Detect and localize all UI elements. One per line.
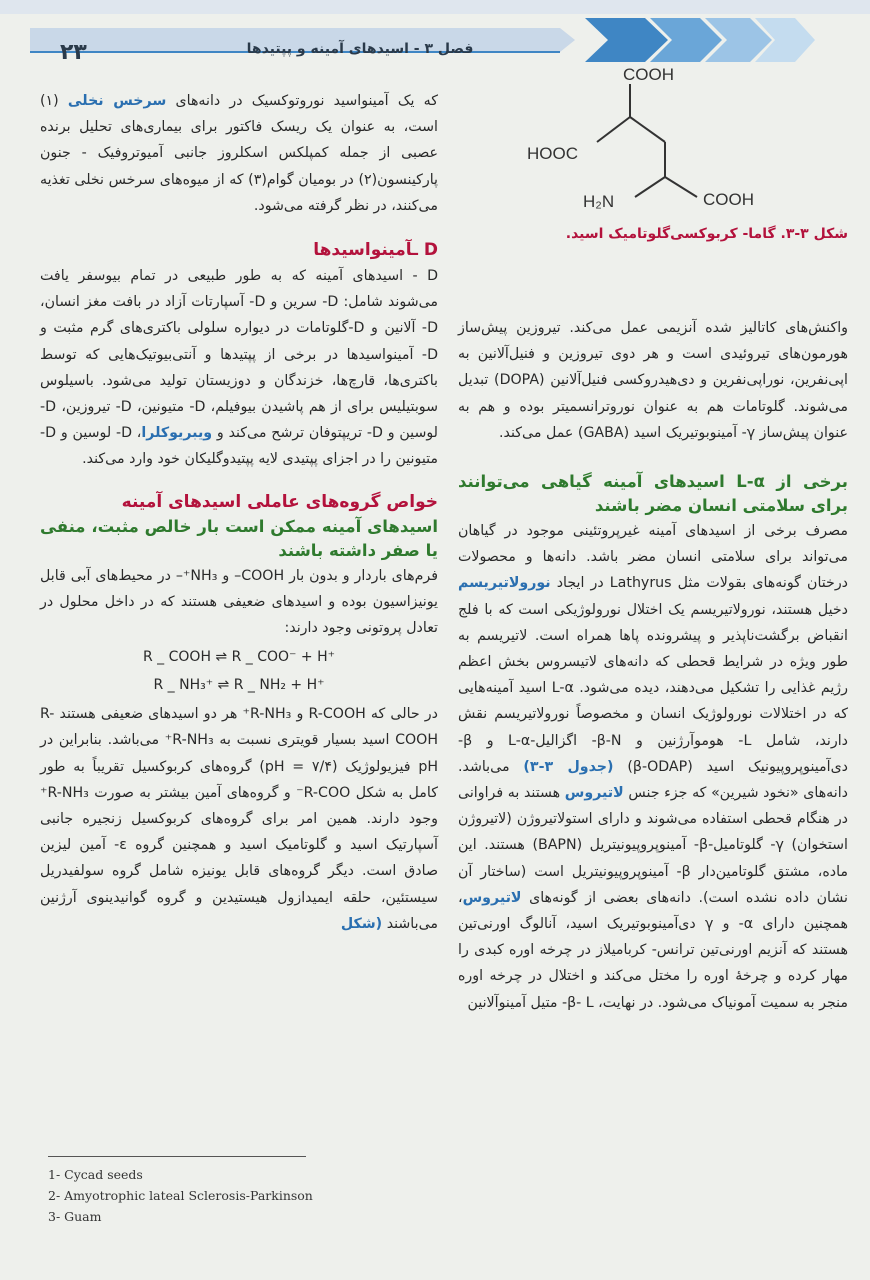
link-table-ref[interactable]: (جدول ۳-۳) xyxy=(523,758,614,775)
footnote-2: 2- Amyotrophic lateal Sclerosis-Parkinson xyxy=(48,1188,313,1203)
highlight-lathyrus-2: لاتیروس xyxy=(462,889,522,906)
link-figure-ref[interactable]: (شکل xyxy=(340,915,383,932)
paragraph-d-amino: D - اسیدهای آمینه که به طور طبیعی در تمام بیوسفر یافت می‌شوند شامل: D- سرین و D- آسپارتات آزاد در بافت مغز انسان، D- آلانین و D-گلوتامات در دیواره سلولی باکتری‌های گرم مثبت و D- آمینواسیدها در برخی از پپتیدها و آنتی‌بیوتیک‌هایی که توسط باکتری‌ها، قارچ‌ها، خزندگان و دوزیستان تولید می‌شود. باسیلوس سوبتیلیس برای از هم پاشیدن بیوفیلم، D- متیونین، D- تیروزین، D- لوسین و D- تریپتوفان ترشح می‌کند و ویبریوکلرا، D- لوسین و D- متیونین را در اجزای پپتیدی لایه پپتیدوگلیکان خود وارد می‌کند. xyxy=(40,268,439,468)
footnote-divider xyxy=(48,1156,306,1157)
paragraph-lathyrism: مصرف برخی از اسیدهای آمینه غیرپروتئینی موجود در گیاهان می‌تواند برای سلامتی انسان مضر باشد. دانه‌ها و محصولات درختان گونه‌های بقولات مثل Lathyrus در ایجاد نورولاتیریسم دخیل هستند، نورولاتیریسم یک اختلال نورولوژیکی است که با فلج انقباض برگشت‌ناپذیر و پیشرونده پاها همراه است. لاتیریسم به طور ویژه در شرایط قحطی که دانه‌های لاتیسروس بخش اعظم رژیم غذایی را تشکیل می‌دهند، دیده می‌شود. L-α اسید آمینه‌هایی که در اختلالات نورولوژیک انسان و مخصوصاً نورولاتیریسم نقش دارند، شامل L- هوموآرژنین و β-N- اگزالیل-L-α و β- دی‌آمینوپروپیونیک اسید (β-ODAP) (جدول ۳-۳) می‌باشد. دانه‌های «نخود شیرین» که جزء جنس لاتیروس هستند به فراوانی در هنگام قحطی استفاده می‌شوند و دارای استولاتیروژن (لاتیروژن استخوان) γ- گلوتامیل-β- آمینوپروپیونیتریل (BAPN) هستند. این ماده، مشتق گلوتامین‌دار β- آمینوپروپیونیتریل است (ساختار آن نشان داده نشده است). دانه‌های بعضی از گونه‌های لاتیروس، همچنین دارای α- و γ دی‌آمینوبوتیریک اسید، آنالوگ اورنی‌تین هستند که آنزیم اورنی‌تین ترانس- کربامیلاز در چرخه اوره کبدی را مهار کرده و چرخهٔ اوره را مختل می‌کند و اختلال در چرخه اوره منجر به سمیت آمونیاک می‌شود. در نهایت، β- L- متیل آمینوآلانین xyxy=(458,523,848,1011)
highlight-vibrio: ویبریوکلرا xyxy=(141,425,213,442)
figure-caption: شکل ۳-۳. گاما- کربوکسی‌گلوتامیک اسید. xyxy=(565,226,848,242)
equation-carboxyl: R _ COOH ⇌ R _ COO⁻ + H⁺ xyxy=(143,649,335,666)
highlight-cycad: سرخس نخلی xyxy=(67,93,167,109)
highlight-lathyrus-1: لاتیروس xyxy=(564,785,624,802)
paragraph-ph: در حالی که R-COOH و R-NH₃⁺ هر دو اسیدهای ضعیفی هستند R-COOH اسید بسیار قویتری نسبت به R-NH₃⁺ می‌باشد. بنابراین در pH فیزیولوژیک (pH = ۷/۴) گروه‌های کربوکسیل تقریباً به طور کامل به شکل R-COO⁻ و گروه‌های آمین بیشتر به صورت R-NH₃⁺ وجود دارند. همین امر برای گروه‌های کربوکسیل زنجیره جانبی آسپارتیک اسید و گلوتامیک اسید و همچنین گروه ε- آمین لیزین صادق است. دیگر گروه‌های قابل یونیزه شامل گروه سولفیدریل سیستئین، حلقه ایمیدازول هیستیدین و گروه گوانیدینوی آرژنین می‌باشند (شکل xyxy=(40,706,439,932)
right-column xyxy=(458,315,848,1016)
molecule-diagram xyxy=(475,62,815,232)
h2n-label: H₂N xyxy=(583,192,615,211)
equation-amine: R _ NH₃⁺ ⇌ R _ NH₂ + H⁺ xyxy=(153,677,325,694)
cooh-top-label: COOH xyxy=(623,65,674,84)
structure-figure xyxy=(475,62,815,232)
paragraph-cycad: که یک آمینواسید نوروتوکسیک در دانه‌های سرخس نخلی (۱) است، به عنوان یک ریسک فاکتور برای بیماری‌های تحلیل برنده عصبی از جمله کمپلکس اسکلروز جانبی آمیوتروفیک - جنون پارکینسون(۲) در بومیان گوام(۳) که از میوه‌های سرخس نخلی تغذیه می‌کنند، در نظر گرفته می‌شود. xyxy=(40,93,439,214)
hooc-label: HOOC xyxy=(527,144,578,163)
section-title: خواص گروه‌های عاملی اسیدهای آمینه xyxy=(121,491,438,512)
cooh-bottom-label: COOH xyxy=(703,190,754,209)
chapter-title: فصل ۳ - اسیدهای آمینه و پپتیدها xyxy=(246,41,474,57)
subheading-charge: اسیدهای آمینه ممکن است بار خالص مثبت، منفی یا صفر داشته باشند xyxy=(40,516,438,560)
page-number: ۲۳ xyxy=(60,40,87,65)
d-amino-heading: D ـآمینواسیدها xyxy=(313,240,438,261)
plant-amino-heading: برخی از L-α اسیدهای آمینه گیاهی می‌توانند برای سلامتی انسان مضر باشند xyxy=(458,472,848,516)
left-column xyxy=(40,88,438,937)
footnote-1: 1- Cycad seeds xyxy=(48,1167,143,1182)
highlight-neurolathyrism: نورولاتیریسم xyxy=(458,575,551,592)
footnotes xyxy=(48,1164,313,1227)
paragraph-tyrosine: واکنش‌های کاتالیز شده آنزیمی عمل می‌کند. تیروزین پیش‌ساز هورمون‌های تیروئیدی است و هر دوی تیروزین و فنیل‌آلانین به اپی‌نفرین، نوراپی‌نفرین و دی‌هیدروکسی فنیل‌آلانین (DOPA) تبدیل می‌شوند. گلوتامات هم به عنوان نوروترانسمیتر بوده و هم به عنوان پیش‌ساز γ- آمینوبوتیریک اسید (GABA) عمل می‌کند. xyxy=(458,320,849,441)
paragraph-ionizable: فرم‌های باردار و بدون بار COOH– و NH₃⁺– در محیط‌های آبی قابل یونیزاسیون بوده و اسیدهای ضعیفی هستند که در داخل محلول در تعادل پروتونی وجود دارند: xyxy=(40,567,438,637)
footnote-3: 3- Guam xyxy=(48,1209,102,1224)
